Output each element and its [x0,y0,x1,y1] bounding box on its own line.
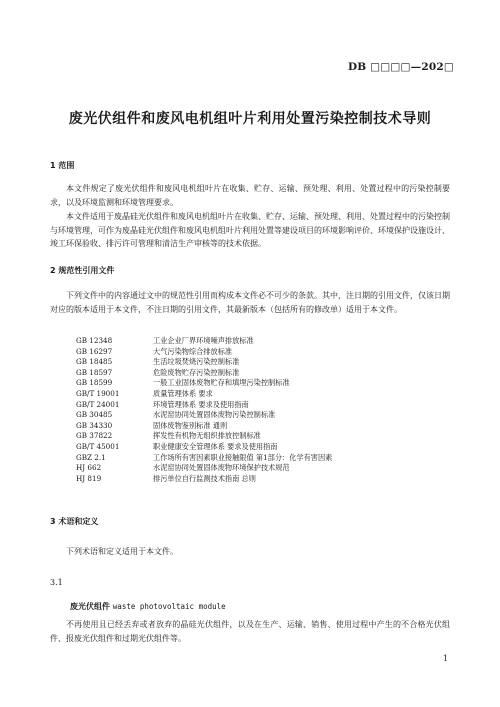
reference-item [76,421,332,432]
reference-title: 工作场所有害因素职业接触限值 第1部分：化学有害因素 [153,452,333,462]
scope-paragraph: 本文件规定了废光伏组件和废风电机组叶片在收集、贮存、运输、预处理、利用、处置过程中的污染控制要求，以及环境监测和环境管理要求。 [50,184,450,207]
section-heading-terms: 3 术语和定义 [50,517,99,526]
reference-item [76,474,332,485]
reference-item [76,463,332,474]
reference-list [76,336,332,484]
reference-title: 水泥窑协同处置固体废物环境保护技术规范 [153,463,290,473]
term-entry [70,601,226,612]
reference-code: GB 37822 [76,431,113,441]
document-code: DB □□□□—202□ [347,61,454,73]
reference-code: GB 16297 [76,346,113,356]
reference-title: 职业健康安全管理体系 要求及使用指南 [153,441,278,451]
reference-item [76,368,332,379]
reference-title: 生活垃圾焚烧污染控制标准 [153,357,240,367]
section-heading-normative-references: 2 规范性引用文件 [50,266,115,275]
term-english: waste photovoltaic module [112,602,226,611]
terms-intro-paragraph: 下列术语和定义适用于本文件。 [66,547,178,556]
reference-code: HJ 662 [76,463,102,473]
reference-item [76,378,332,389]
reference-item [76,347,332,358]
reference-code: GBZ 2.1 [76,452,106,462]
reference-item [76,389,332,400]
reference-title: 固体废物鉴别标准 通则 [153,420,228,430]
reference-code: GB/T 45001 [76,441,120,451]
section-heading-scope: 1 范围 [50,161,75,170]
reference-code: GB 18599 [76,378,113,388]
reference-title: 工业企业厂界环境噪声排放标准 [153,336,254,345]
reference-item [76,336,332,347]
reference-title: 挥发性有机物无组织排放控制标准 [153,431,261,441]
document-title: 废光伏组件和废风电机组叶片利用处置污染控制技术导则 [68,111,432,127]
reference-code: GB 34330 [76,420,113,430]
reference-item [76,400,332,411]
reference-title: 排污单位自行监测技术指南 总则 [153,473,256,483]
reference-code: GB 18597 [76,367,113,377]
reference-code: GB 18485 [76,357,113,367]
reference-item [76,453,332,464]
reference-code: GB 30485 [76,410,113,420]
reference-item [76,431,332,442]
reference-title: 水泥窑协同处置固体废物污染控制标准 [153,410,276,420]
reference-item [76,410,332,421]
term-chinese: 废光伏组件 [70,602,110,611]
reference-code: GB/T 19001 [76,388,120,398]
reference-item [76,357,332,368]
scope-paragraph: 本文件适用于废晶硅光伏组件和废风电机组叶片在收集、贮存、运输、预处理、利用、处置过程中的污染控制与环境管理，可作为废晶硅光伏组件和废风电机组叶片利用处置等建设项目的环境影响评价、环境保护设施设计、竣工环保验收、排污许可管理和清洁生产审核等的技术依据。 [50,212,450,248]
reference-code: GB/T 24001 [76,399,120,409]
page-number: 1 [442,654,448,663]
reference-title: 大气污染物综合排放标准 [153,346,233,356]
reference-title: 一般工业固体废物贮存和填埋污染控制标准 [153,378,290,388]
reference-code: HJ 819 [76,473,102,483]
reference-title: 危险废物贮存污染控制标准 [153,367,240,377]
reference-code: GB 12348 [76,336,113,345]
reference-title: 质量管理体系 要求 [153,388,213,398]
clause-number: 3.1 [50,578,63,587]
reference-item [76,442,332,453]
reference-title: 环境管理体系 要求及使用指南 [153,399,249,409]
references-intro-paragraph: 下列文件中的内容通过文中的规范性引用而构成本文件必不可少的条款。其中，注日期的引用文件，仅该日期对应的版本适用于本文件，不注日期的引用文件，其最新版本（包括所有的修改单）适用于本文件。 [50,291,450,314]
term-definition: 不再使用且已经丢弃或者放弃的晶硅光伏组件，以及在生产、运输、销售、使用过程中产生的不合格光伏组件、报废光伏组件和过期光伏组件等。 [50,620,450,643]
